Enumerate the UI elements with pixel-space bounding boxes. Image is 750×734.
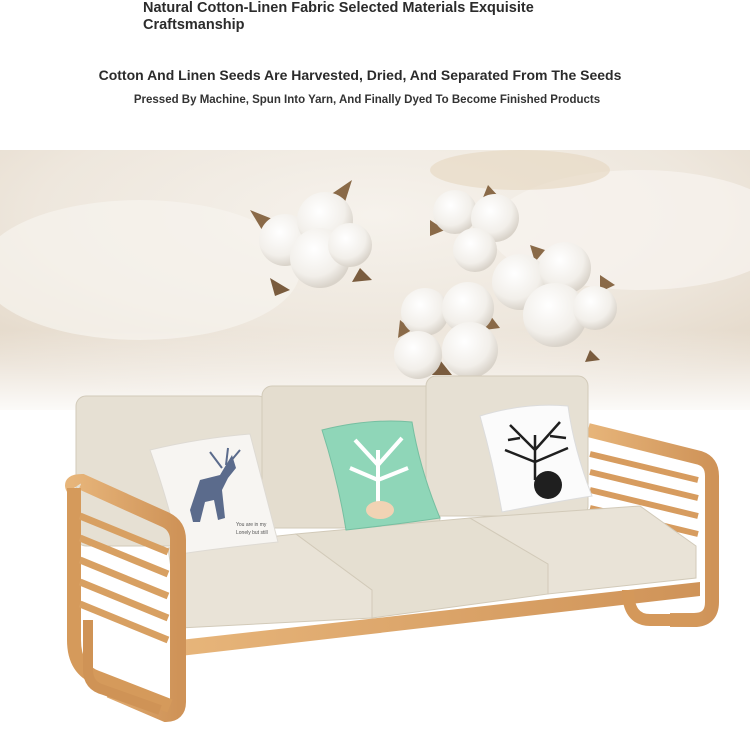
- svg-text:Lonely but still: Lonely but still: [236, 530, 268, 536]
- product-photo: [0, 150, 750, 734]
- svg-text:You are in my: You are in my: [236, 522, 267, 528]
- page-title: Natural Cotton-Linen Fabric Selected Materials Exquisite Craftsmanship: [143, 0, 534, 33]
- page-subtitle: Cotton And Linen Seeds Are Harvested, Dried, And Separated From The Seeds: [98, 67, 622, 83]
- page-caption: Pressed By Machine, Spun Into Yarn, And Finally Dyed To Become Finished Products: [133, 94, 601, 106]
- sofa-illustration: [0, 150, 750, 734]
- text-header: [0, 0, 750, 150]
